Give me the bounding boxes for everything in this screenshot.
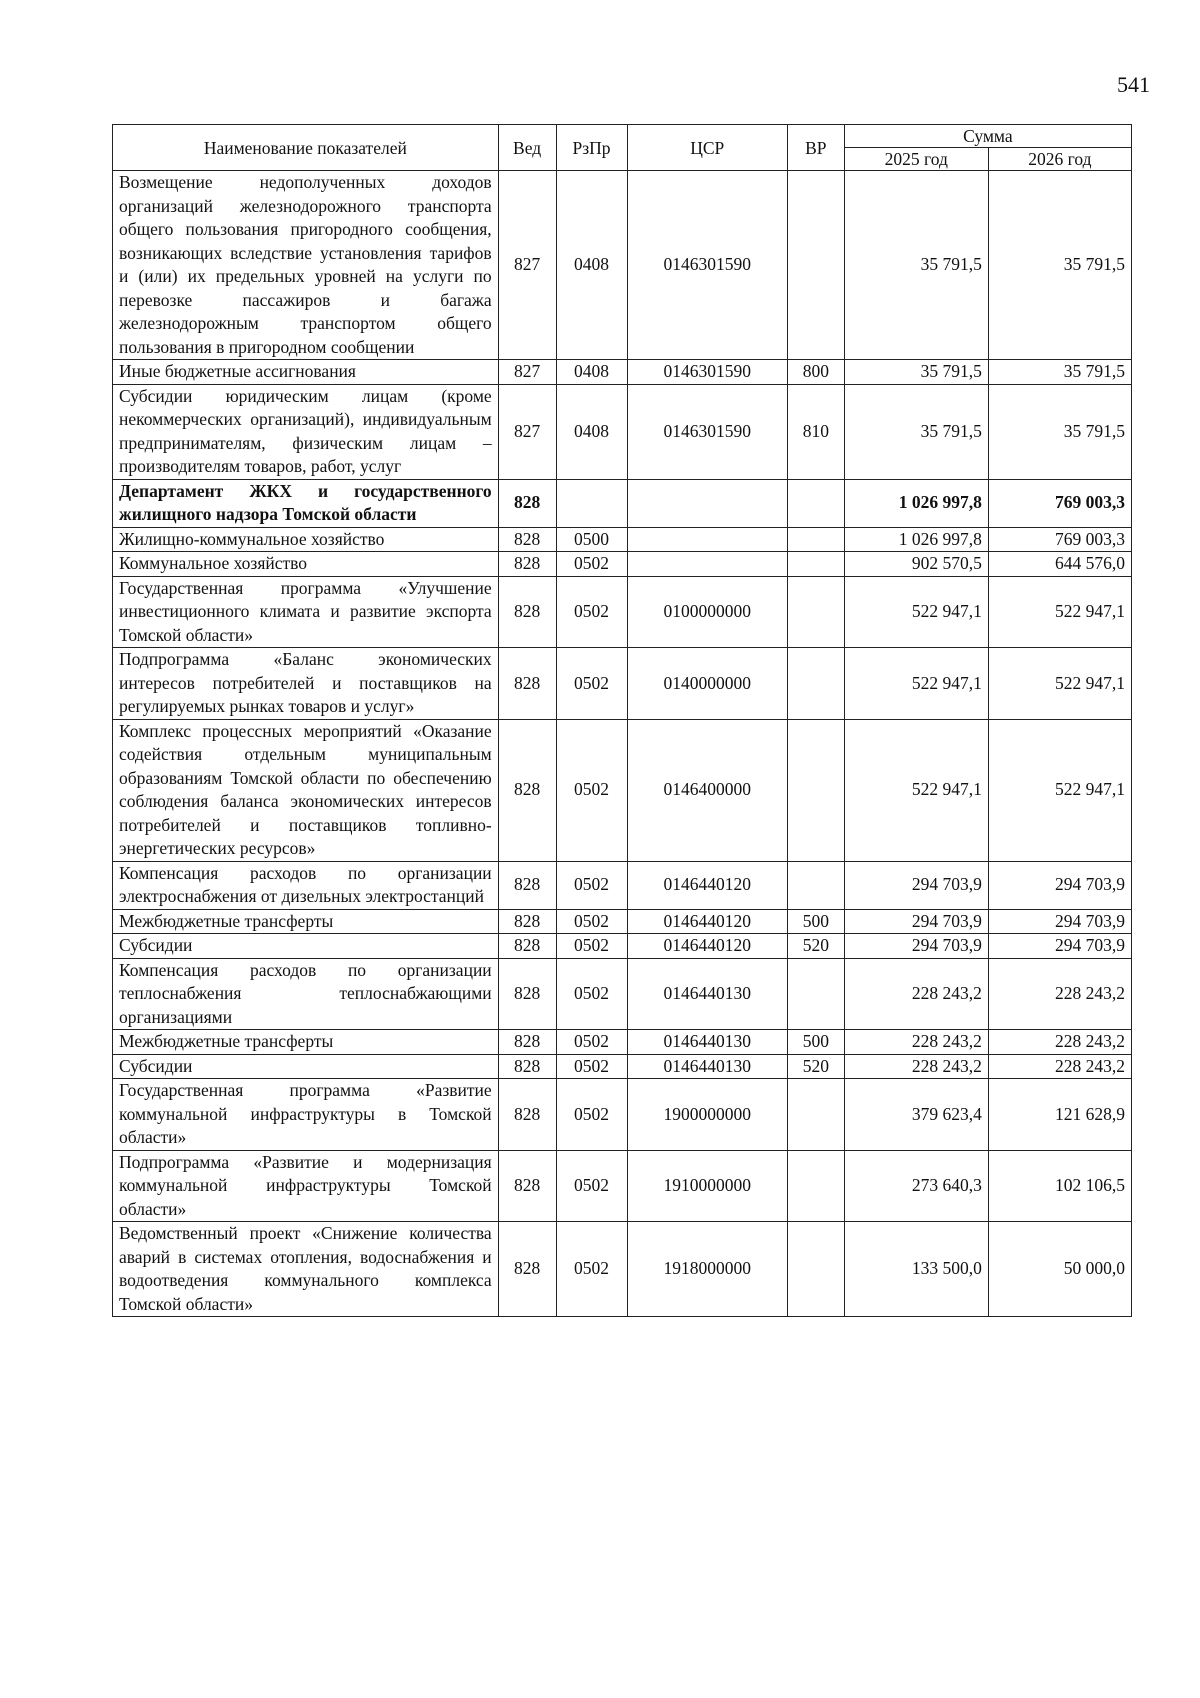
row-sum-2026: 228 243,2 <box>988 958 1131 1030</box>
row-rzpr: 0502 <box>556 1030 627 1055</box>
row-csr: 0146440130 <box>627 958 787 1030</box>
row-name: Коммунальное хозяйство <box>113 552 499 577</box>
row-vr <box>787 171 844 360</box>
table-row <box>113 648 1132 720</box>
table-row <box>113 171 1132 360</box>
row-sum-2026: 294 703,9 <box>988 934 1131 959</box>
row-csr: 1900000000 <box>627 1079 787 1151</box>
row-csr: 0146301590 <box>627 384 787 479</box>
row-vr <box>787 648 844 720</box>
row-csr <box>627 527 787 552</box>
header-sum: Сумма <box>844 125 1131 148</box>
row-sum-2026: 522 947,1 <box>988 719 1131 861</box>
row-sum-2025: 379 623,4 <box>844 1079 988 1151</box>
row-vr: 810 <box>787 384 844 479</box>
row-rzpr: 0502 <box>556 552 627 577</box>
row-rzpr: 0502 <box>556 1150 627 1222</box>
row-rzpr: 0502 <box>556 719 627 861</box>
row-csr: 0100000000 <box>627 576 787 648</box>
row-rzpr <box>556 479 627 527</box>
table-row <box>113 527 1132 552</box>
row-rzpr: 0408 <box>556 171 627 360</box>
row-csr: 0146301590 <box>627 171 787 360</box>
row-name: Ведомственный проект «Снижение количества аварий в системах отопления, водоснабжения и водоотведения коммунального комплекса Томской области» <box>113 1222 499 1317</box>
row-csr <box>627 552 787 577</box>
row-rzpr: 0502 <box>556 934 627 959</box>
table-row <box>113 861 1132 909</box>
row-sum-2026: 121 628,9 <box>988 1079 1131 1151</box>
row-name: Компенсация расходов по организации электроснабжения от дизельных электростанций <box>113 861 499 909</box>
header-rzpr: РзПр <box>556 125 627 171</box>
row-rzpr: 0502 <box>556 958 627 1030</box>
table-row <box>113 909 1132 934</box>
row-csr: 1910000000 <box>627 1150 787 1222</box>
row-vr <box>787 576 844 648</box>
row-name: Межбюджетные трансферты <box>113 1030 499 1055</box>
row-sum-2025: 902 570,5 <box>844 552 988 577</box>
row-name: Субсидии <box>113 934 499 959</box>
row-sum-2026: 35 791,5 <box>988 384 1131 479</box>
row-vr <box>787 1150 844 1222</box>
row-ved: 828 <box>498 1030 556 1055</box>
row-csr: 0146440120 <box>627 909 787 934</box>
row-rzpr: 0502 <box>556 1079 627 1151</box>
row-sum-2026: 228 243,2 <box>988 1030 1131 1055</box>
row-csr: 0146440120 <box>627 861 787 909</box>
table-row <box>113 719 1132 861</box>
header-ved: Вед <box>498 125 556 171</box>
table-row <box>113 958 1132 1030</box>
table-row <box>113 360 1132 385</box>
row-csr: 0146440130 <box>627 1054 787 1079</box>
row-sum-2025: 522 947,1 <box>844 648 988 720</box>
row-sum-2026: 35 791,5 <box>988 360 1131 385</box>
table-row <box>113 1150 1132 1222</box>
row-vr <box>787 479 844 527</box>
row-name: Департамент ЖКХ и государственного жилищного надзора Томской области <box>113 479 499 527</box>
row-name: Субсидии юридическим лицам (кроме некоммерческих организаций), индивидуальным предпринимателям, физическим лицам – производителям товаров, работ, услуг <box>113 384 499 479</box>
row-csr: 0146440120 <box>627 934 787 959</box>
row-ved: 828 <box>498 1054 556 1079</box>
row-vr <box>787 1079 844 1151</box>
row-sum-2025: 522 947,1 <box>844 719 988 861</box>
row-ved: 828 <box>498 527 556 552</box>
row-ved: 828 <box>498 719 556 861</box>
row-ved: 827 <box>498 360 556 385</box>
row-ved: 828 <box>498 934 556 959</box>
row-name: Иные бюджетные ассигнования <box>113 360 499 385</box>
page-number: 541 <box>1117 72 1150 97</box>
row-sum-2025: 294 703,9 <box>844 934 988 959</box>
row-rzpr: 0502 <box>556 861 627 909</box>
row-sum-2025: 35 791,5 <box>844 360 988 385</box>
table-row <box>113 384 1132 479</box>
header-name: Наименование показателей <box>113 125 499 171</box>
row-ved: 828 <box>498 861 556 909</box>
row-rzpr: 0502 <box>556 648 627 720</box>
row-rzpr: 0502 <box>556 1054 627 1079</box>
row-sum-2025: 133 500,0 <box>844 1222 988 1317</box>
header-vr: ВР <box>787 125 844 171</box>
row-rzpr: 0502 <box>556 576 627 648</box>
row-csr: 1918000000 <box>627 1222 787 1317</box>
row-vr <box>787 1222 844 1317</box>
table-header <box>113 125 1132 171</box>
row-sum-2026: 228 243,2 <box>988 1054 1131 1079</box>
row-sum-2026: 522 947,1 <box>988 648 1131 720</box>
row-sum-2025: 228 243,2 <box>844 1030 988 1055</box>
row-csr: 0146301590 <box>627 360 787 385</box>
row-vr <box>787 958 844 1030</box>
row-sum-2026: 644 576,0 <box>988 552 1131 577</box>
header-year-2025: 2025 год <box>844 148 988 171</box>
row-ved: 827 <box>498 384 556 479</box>
row-ved: 828 <box>498 1079 556 1151</box>
table-body <box>113 171 1132 1317</box>
row-sum-2026: 769 003,3 <box>988 527 1131 552</box>
row-sum-2025: 522 947,1 <box>844 576 988 648</box>
row-vr: 500 <box>787 909 844 934</box>
table-row <box>113 576 1132 648</box>
header-csr: ЦСР <box>627 125 787 171</box>
row-ved: 828 <box>498 648 556 720</box>
row-ved: 828 <box>498 1222 556 1317</box>
table-row <box>113 934 1132 959</box>
row-vr <box>787 861 844 909</box>
row-sum-2026: 294 703,9 <box>988 909 1131 934</box>
header-year-2026: 2026 год <box>988 148 1131 171</box>
row-sum-2026: 522 947,1 <box>988 576 1131 648</box>
row-sum-2025: 294 703,9 <box>844 861 988 909</box>
row-sum-2025: 1 026 997,8 <box>844 527 988 552</box>
row-name: Субсидии <box>113 1054 499 1079</box>
row-rzpr: 0500 <box>556 527 627 552</box>
row-csr <box>627 479 787 527</box>
row-csr: 0146440130 <box>627 1030 787 1055</box>
row-vr: 520 <box>787 934 844 959</box>
row-rzpr: 0408 <box>556 360 627 385</box>
row-name: Подпрограмма «Баланс экономических интересов потребителей и поставщиков на регулируемых рынках товаров и услуг» <box>113 648 499 720</box>
row-vr <box>787 552 844 577</box>
row-sum-2025: 273 640,3 <box>844 1150 988 1222</box>
row-vr: 500 <box>787 1030 844 1055</box>
row-name: Возмещение недополученных доходов организаций железнодорожного транспорта общего пользования пригородного сообщения, возникающих вследствие установления тарифов и (или) их предельных уровней на услуги по перевозке пассажиров и багажа железнодорожным транспортом общего пользования в пригородном сообщении <box>113 171 499 360</box>
row-csr: 0146400000 <box>627 719 787 861</box>
row-name: Подпрограмма «Развитие и модернизация коммунальной инфраструктуры Томской области» <box>113 1150 499 1222</box>
row-name: Государственная программа «Развитие коммунальной инфраструктуры в Томской области» <box>113 1079 499 1151</box>
row-vr: 520 <box>787 1054 844 1079</box>
row-sum-2025: 228 243,2 <box>844 1054 988 1079</box>
row-vr <box>787 719 844 861</box>
row-sum-2026: 50 000,0 <box>988 1222 1131 1317</box>
row-name: Межбюджетные трансферты <box>113 909 499 934</box>
row-sum-2026: 294 703,9 <box>988 861 1131 909</box>
row-name: Комплекс процессных мероприятий «Оказание содействия отдельным муниципальным образованиям Томской области по обеспечению соблюдения баланса экономических интересов потребителей и поставщиков топливно-энергетических ресурсов» <box>113 719 499 861</box>
row-name: Жилищно-коммунальное хозяйство <box>113 527 499 552</box>
row-sum-2025: 294 703,9 <box>844 909 988 934</box>
row-rzpr: 0502 <box>556 909 627 934</box>
row-ved: 828 <box>498 479 556 527</box>
row-sum-2025: 35 791,5 <box>844 171 988 360</box>
row-ved: 828 <box>498 909 556 934</box>
row-sum-2026: 102 106,5 <box>988 1150 1131 1222</box>
table-row <box>113 479 1132 527</box>
row-name: Государственная программа «Улучшение инвестиционного климата и развитие экспорта Томской области» <box>113 576 499 648</box>
budget-table <box>112 124 1132 1317</box>
row-rzpr: 0408 <box>556 384 627 479</box>
row-sum-2026: 35 791,5 <box>988 171 1131 360</box>
row-ved: 828 <box>498 1150 556 1222</box>
table-row <box>113 1222 1132 1317</box>
row-sum-2025: 1 026 997,8 <box>844 479 988 527</box>
row-vr: 800 <box>787 360 844 385</box>
table-row <box>113 1079 1132 1151</box>
row-sum-2025: 35 791,5 <box>844 384 988 479</box>
row-csr: 0140000000 <box>627 648 787 720</box>
row-sum-2026: 769 003,3 <box>988 479 1131 527</box>
row-ved: 828 <box>498 576 556 648</box>
row-ved: 828 <box>498 552 556 577</box>
table-row <box>113 552 1132 577</box>
row-ved: 828 <box>498 958 556 1030</box>
row-name: Компенсация расходов по организации теплоснабжения теплоснабжающими организациями <box>113 958 499 1030</box>
row-vr <box>787 527 844 552</box>
row-rzpr: 0502 <box>556 1222 627 1317</box>
row-sum-2025: 228 243,2 <box>844 958 988 1030</box>
row-ved: 827 <box>498 171 556 360</box>
table-row <box>113 1030 1132 1055</box>
table-row <box>113 1054 1132 1079</box>
